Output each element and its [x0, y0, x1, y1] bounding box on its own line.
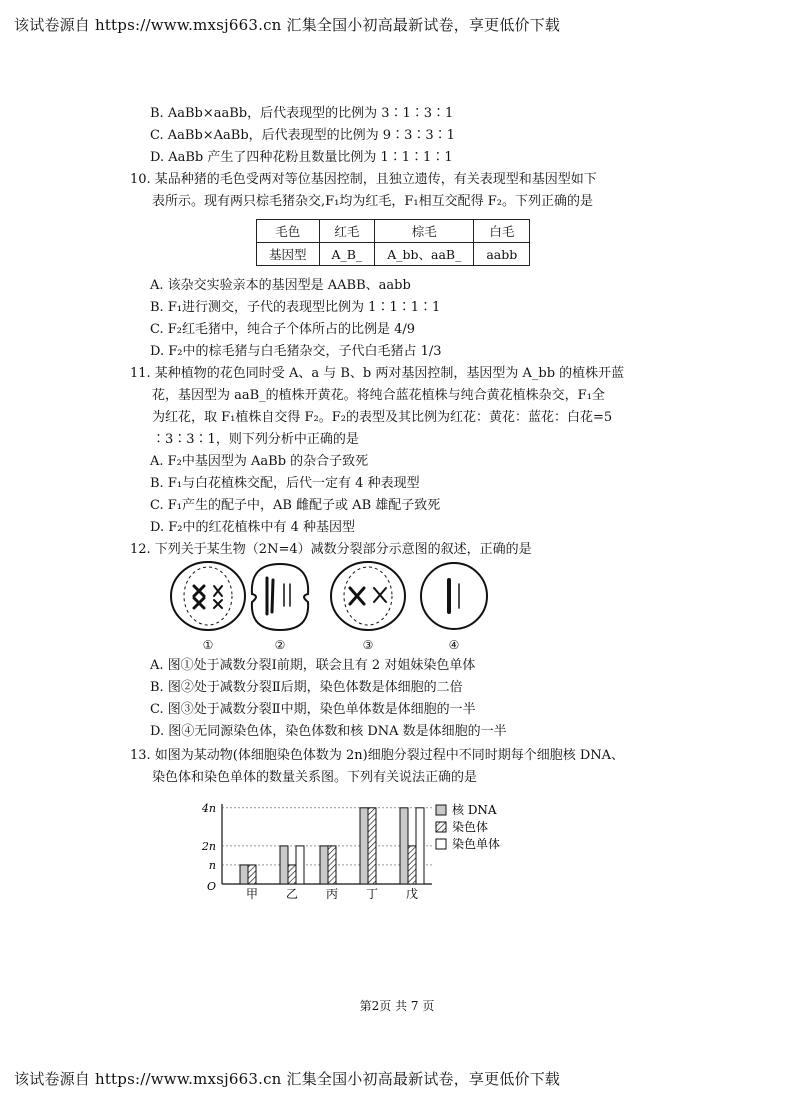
bar-2-1	[280, 846, 288, 884]
bar-5-2	[408, 846, 416, 884]
cell-3-spindle	[344, 567, 392, 625]
q9-option-d: D. AaBb 产生了四种花粉且数量比例为 1∶1∶1∶1	[150, 150, 453, 165]
bar-4-2	[368, 808, 376, 884]
cell-1-chromosome	[214, 586, 222, 608]
q13-stem-line2: 染色体和染色单体的数量关系图。下列有关说法正确的是	[152, 770, 478, 785]
q12-option-b: B. 图②处于减数分裂Ⅱ后期，染色体数是体细胞的二倍	[150, 680, 463, 695]
table-row	[257, 243, 530, 266]
header-banner-top: 该试卷源自 https://www.mxsj663.cn 汇集全国小初高最新试卷，享更低价下载	[14, 16, 561, 34]
q12-option-d: D. 图④无同源染色体，染色体数和核 DNA 数是体细胞的一半	[150, 724, 507, 739]
x-tick-label: 戊	[405, 887, 419, 901]
y-tick-label: 2n	[201, 839, 216, 853]
bar-2-3	[296, 846, 304, 884]
bar-1-2	[248, 865, 256, 884]
table-cell: A_bb、aaB_	[375, 243, 474, 266]
cell-1-membrane	[171, 562, 245, 630]
y-tick-label: O	[206, 880, 216, 893]
x-tick-label: 丙	[325, 887, 339, 901]
table-cell: aabb	[474, 243, 530, 266]
cell-1-chromosome	[194, 586, 204, 608]
cell-2-chromosome	[267, 578, 273, 614]
q11-stem-line4: ∶3∶3∶1，则下列分析中正确的是	[152, 432, 359, 447]
legend-label: 染色单体	[452, 837, 501, 851]
cell-3-chromosome	[374, 588, 386, 602]
table-cell: 棕毛	[375, 220, 474, 243]
bar-5-3	[416, 808, 424, 884]
q12-option-a: A. 图①处于减数分裂Ⅰ前期，联会且有 2 对姐妹染色单体	[150, 658, 476, 673]
table-cell: A_B_	[319, 243, 375, 266]
figure-label-4: ④	[448, 638, 460, 652]
figure-label-3: ③	[362, 638, 374, 652]
bar-3-1	[320, 846, 328, 884]
legend-swatch	[436, 839, 446, 849]
legend-swatch	[436, 822, 446, 832]
q11-option-b: B. F₁与白花植株交配，后代一定有 4 种表现型	[150, 476, 420, 491]
table-cell: 白毛	[474, 220, 530, 243]
q9-option-c: C. AaBb×AaBb，后代表现型的比例为 9∶3∶3∶1	[150, 128, 455, 143]
cell-3-chromosome	[350, 588, 364, 604]
q10-stem-line1: 10. 某品种猪的毛色受两对等位基因控制，且独立遗传，有关表现型和基因型如下	[130, 172, 597, 187]
bar-1-1	[240, 865, 248, 884]
y-tick-label: n	[208, 858, 216, 872]
table-cell: 毛色	[257, 220, 320, 243]
table-cell: 红毛	[319, 220, 375, 243]
q10-option-b: B. F₁进行测交，子代的表现型比例为 1∶1∶1∶1	[150, 300, 441, 315]
x-tick-label: 甲	[245, 887, 259, 901]
x-tick-label: 乙	[285, 887, 299, 901]
q9-option-b: B. AaBb×aaBb，后代表现型的比例为 3∶1∶3∶1	[150, 106, 454, 121]
table-header-row	[257, 220, 530, 243]
q11-option-d: D. F₂中的红花植株中有 4 种基因型	[150, 520, 355, 535]
cell-1-spindle	[184, 567, 232, 625]
bar-3-2	[328, 846, 336, 884]
cell-4-membrane	[421, 563, 487, 629]
q12-stem: 12. 下列关于某生物（2N=4）减数分裂部分示意图的叙述，正确的是	[130, 542, 532, 557]
dna-chromosome-bar-chart	[196, 800, 516, 906]
table-cell: 基因型	[257, 243, 320, 266]
cell-2-membrane	[252, 564, 308, 630]
q11-stem-line3: 为红花，取 F₁植株自交得 F₂。F₂的表型及其比例为红花：黄花：蓝花：白花=5	[152, 410, 613, 425]
cell-3-membrane	[331, 562, 405, 630]
cell-2-chromosome	[284, 584, 290, 606]
meiosis-cell-diagrams	[170, 556, 500, 654]
q11-option-c: C. F₁产生的配子中，AB 雌配子或 AB 雄配子致死	[150, 498, 441, 513]
q10-option-d: D. F₂中的棕毛猪与白毛猪杂交，子代白毛猪占 1/3	[150, 344, 442, 359]
q10-option-a: A. 该杂交实验亲本的基因型是 AABB、aabb	[150, 278, 411, 293]
y-tick-label: 4n	[201, 801, 216, 815]
q10-stem-line2: 表所示。现有两只棕毛猪杂交,F₁均为红毛，F₁相互交配得 F₂。下列正确的是	[152, 194, 593, 209]
q13-stem-line1: 13. 如图为某动物(体细胞染色体数为 2n)细胞分裂过程中不同时期每个细胞核 DNA、	[130, 748, 625, 763]
bar-5-1	[400, 808, 408, 884]
q10-option-c: C. F₂红毛猪中，纯合子个体所占的比例是 4/9	[150, 322, 416, 337]
header-banner-bottom: 该试卷源自 https://www.mxsj663.cn 汇集全国小初高最新试卷，享更低价下载	[14, 1070, 561, 1088]
q11-stem-line1: 11. 某种植物的花色同时受 A、a 与 B、b 两对基因控制，基因型为 A_bb 的植株开蓝	[130, 366, 625, 381]
q12-option-c: C. 图③处于减数分裂Ⅱ中期，染色单体数是体细胞的一半	[150, 702, 476, 717]
genotype-table	[256, 219, 530, 266]
x-tick-label: 丁	[365, 887, 379, 901]
figure-label-1: ①	[202, 638, 214, 652]
legend-label: 染色体	[452, 820, 489, 834]
legend-label: 核 DNA	[452, 803, 497, 817]
figure-label-2: ②	[274, 638, 286, 652]
page-footer: 第2页 共 7 页	[359, 999, 435, 1013]
q11-option-a: A. F₂中基因型为 AaBb 的杂合子致死	[150, 454, 369, 469]
q11-stem-line2: 花，基因型为 aaB_的植株开黄花。将纯合蓝花植株与纯合黄花植株杂交，F₁全	[152, 388, 605, 403]
bar-4-1	[360, 808, 368, 884]
bar-2-2	[288, 865, 296, 884]
legend-swatch	[436, 805, 446, 815]
